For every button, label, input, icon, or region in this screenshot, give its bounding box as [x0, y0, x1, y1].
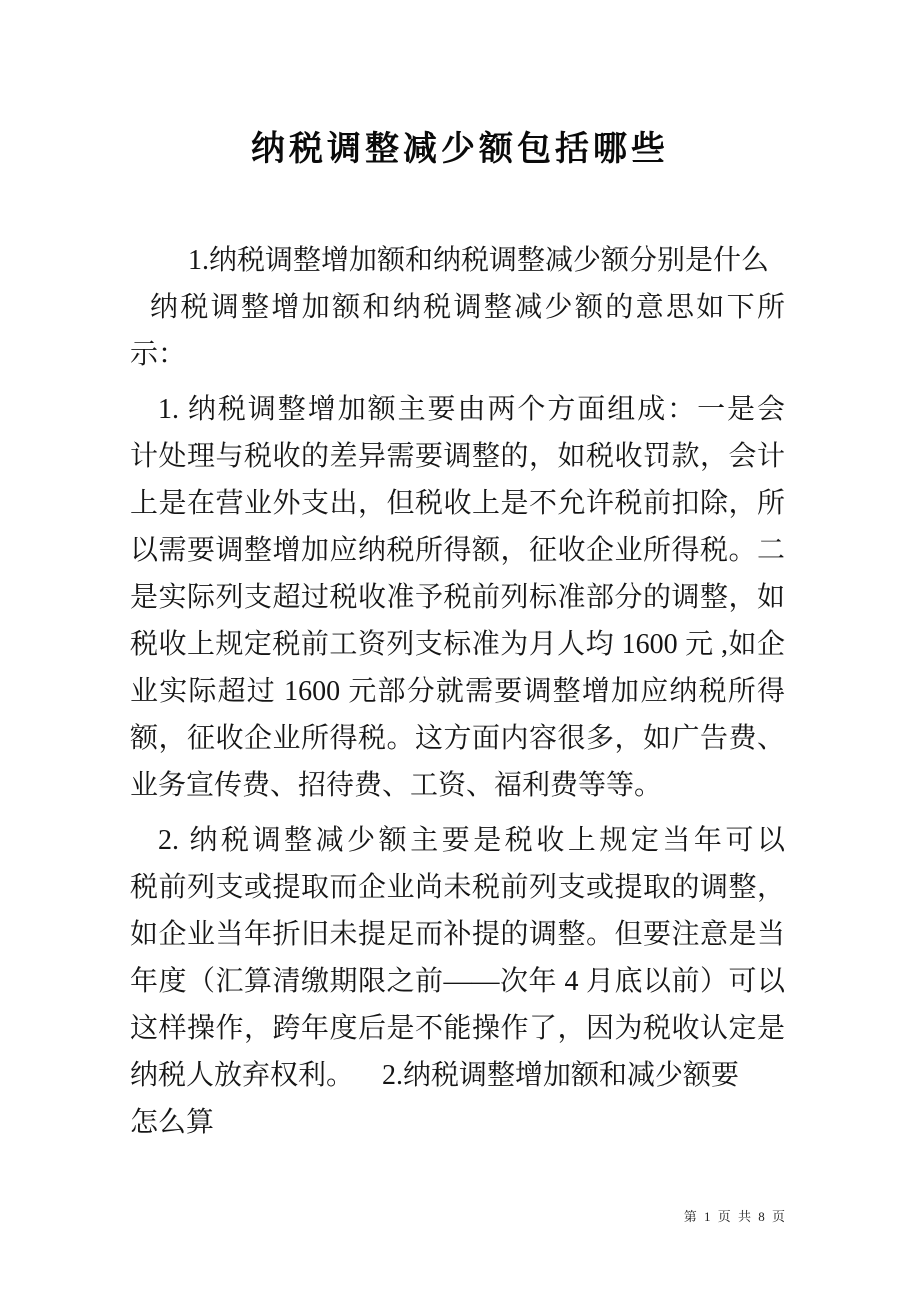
page-number-indicator: 第 1 页 共 8 页	[683, 1209, 787, 1224]
text-line: 纳税调整增加额和纳税调整减少额的意思如下所	[150, 292, 785, 323]
text-line: 怎么算	[130, 1107, 215, 1138]
text-line: 上是在营业外支出，但税收上是不允许税前扣除，所	[130, 488, 785, 519]
text-line: 额，征收企业所得税。这方面内容很多，如广告费、	[130, 723, 785, 754]
text-line: 计处理与税收的差异需要调整的，如税收罚款，会计	[130, 441, 785, 472]
text-line: 以需要调整增加应纳税所得额，征收企业所得税。二	[130, 535, 785, 566]
page-footer	[684, 1206, 787, 1225]
text-line: 纳税人放弃权利。 2.纳税调整增加额和减少额要	[130, 1060, 740, 1091]
text-line: 税前列支或提取而企业尚未税前列支或提取的调整，	[130, 872, 785, 903]
text-line: 是实际列支超过税收准予税前列标准部分的调整，如	[130, 582, 785, 613]
text-line: 如企业当年折旧未提足而补提的调整。但要注意是当	[130, 919, 785, 950]
document-title: 纳税调整减少额包括哪些	[251, 131, 669, 168]
text-line: 业务宣传费、招待费、工资、福利费等等。	[130, 770, 663, 801]
document-body	[130, 237, 785, 1146]
text-line: 1.纳税调整增加额和纳税调整减少额分别是什么	[188, 245, 770, 276]
text-line: 年度（汇算清缴期限之前——次年 4 月底以前）可以	[130, 966, 785, 997]
text-line: 税收上规定税前工资列支标准为月人均 1600 元 ,如企	[130, 629, 785, 660]
text-line: 这样操作，跨年度后是不能操作了，因为税收认定是	[130, 1013, 785, 1044]
text-line: 示：	[130, 339, 187, 370]
text-line: 业实际超过 1600 元部分就需要调整增加应纳税所得	[130, 676, 785, 707]
text-line: 2. 纳税调整减少额主要是税收上规定当年可以	[158, 825, 785, 856]
text-line: 1. 纳税调整增加额主要由两个方面组成：一是会	[158, 394, 785, 425]
